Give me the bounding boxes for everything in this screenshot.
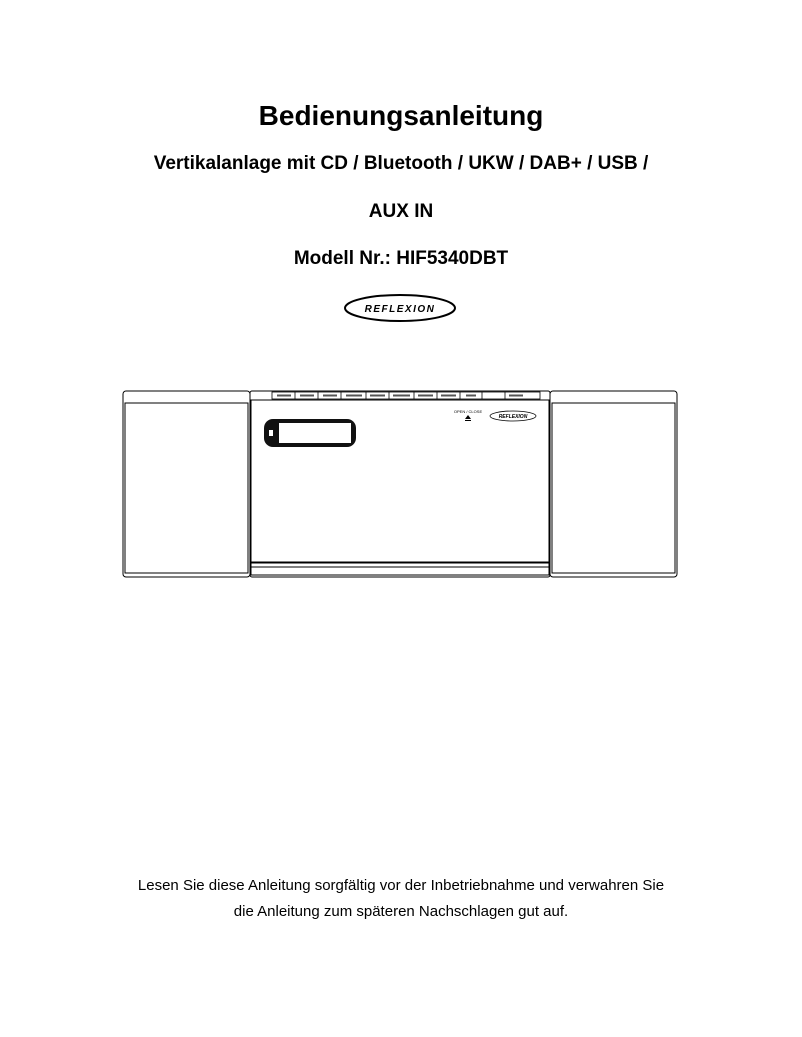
left-speaker: [123, 391, 250, 577]
eject-icon: [454, 409, 483, 421]
brand-logo: [343, 293, 457, 323]
footer-note: [0, 873, 802, 925]
document-title: Bedienungsanleitung: [258, 100, 544, 131]
model-number: Modell Nr.: HIF5340DBT: [293, 248, 509, 269]
right-speaker: [550, 391, 677, 577]
device-illustration: [120, 388, 680, 580]
document-subtitle-line1: Vertikalanlage mit CD / Bluetooth / UKW / DAB+ / USB /: [153, 153, 649, 174]
display-window: [264, 419, 356, 447]
eject-label: OPEN / CLOSE: [453, 409, 483, 414]
panel-logo-text: REFLEXION: [498, 414, 528, 420]
footer-line2: die Anleitung zum späteren Nachschlagen gut auf.: [233, 903, 569, 920]
panel-logo: [490, 411, 536, 421]
button-markings: [277, 395, 523, 397]
document-subtitle-line2: AUX IN: [368, 201, 434, 222]
brand-logo-text: REFLEXION: [364, 304, 436, 315]
footer-line1: Lesen Sie diese Anleitung sorgfältig vor der Inbetriebnahme und verwahren Sie: [137, 877, 665, 894]
